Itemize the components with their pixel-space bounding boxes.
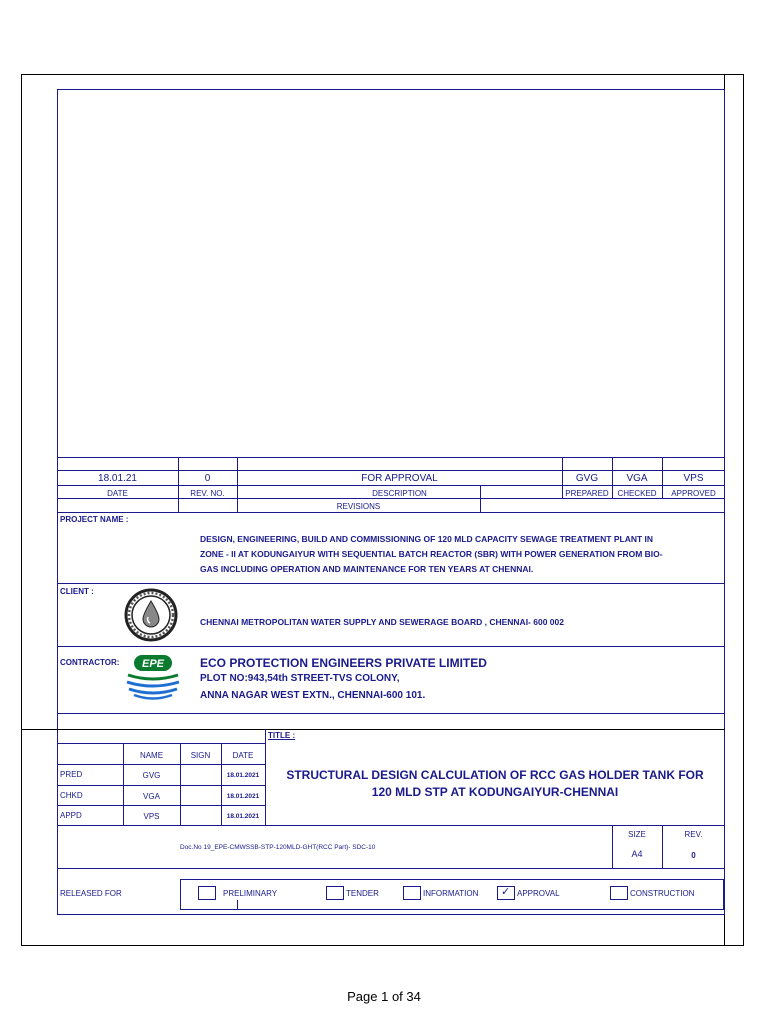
project-line-2: ZONE - II AT KODUNGAIYUR WITH SEQUENTIAL BATCH REACTOR (SBR) WITH POWER GENERATION FROM BIO- (200, 549, 663, 559)
signoff-header-date: DATE (232, 751, 254, 760)
signoff-role-chkd: CHKD (60, 791, 83, 800)
revisions-label: REVISIONS (336, 502, 381, 511)
contractor-name: ECO PROTECTION ENGINEERS PRIVATE LIMITED (200, 656, 487, 670)
signoff-name-appd: VPS (143, 812, 160, 821)
revision-prepared: GVG (575, 473, 599, 484)
construction-checkbox[interactable] (610, 886, 628, 900)
revision-approved: VPS (683, 473, 704, 484)
contractor-address-2: ANNA NAGAR WEST EXTN., CHENNAI-600 101. (200, 690, 426, 701)
header-approved: APPROVED (671, 489, 716, 498)
title-label: TITLE : (268, 731, 296, 740)
client-label: CLIENT : (60, 587, 94, 596)
page-indicator: Page 1 of 34 (347, 989, 421, 1004)
information-label: INFORMATION (423, 889, 479, 898)
signoff-role-appd: APPD (60, 811, 82, 820)
revision-checked: VGA (626, 473, 648, 484)
contractor-label: CONTRACTOR: (60, 658, 120, 667)
preliminary-checkbox[interactable] (198, 886, 216, 900)
signoff-date-chkd: 18.01.2021 (226, 793, 260, 800)
title-block-divider (21, 729, 725, 730)
client-name: CHENNAI METROPOLITAN WATER SUPPLY AND SEWERAGE BOARD , CHENNAI- 600 002 (200, 617, 564, 627)
contractor-address-1: PLOT NO:943,54th STREET-TVS COLONY, (200, 673, 400, 684)
size-label: SIZE (628, 830, 646, 839)
title-line-2: 120 MLD STP AT KODUNGAIYUR-CHENNAI (371, 785, 619, 799)
signoff-date-pred: 18.01.2021 (226, 772, 260, 779)
preliminary-label: PRELIMINARY (223, 889, 278, 898)
header-rev-no: REV. NO. (190, 489, 225, 498)
project-line-1: DESIGN, ENGINEERING, BUILD AND COMMISSIONING OF 120 MLD CAPACITY SEWAGE TREATMENT PLANT IN (200, 534, 654, 544)
revision-description: FOR APPROVAL (361, 473, 438, 484)
header-checked: CHECKED (617, 489, 657, 498)
document-number: Doc.No 19_EPE-CMWSSB-STP-120MLD-GHT(RCC Part)- SDC-10 (180, 844, 376, 851)
signoff-name-chkd: VGA (143, 792, 160, 801)
title-line-1: STRUCTURAL DESIGN CALCULATION OF RCC GAS HOLDER TANK FOR (286, 768, 704, 782)
signoff-date-appd: 18.01.2021 (226, 813, 260, 820)
approval-checkbox[interactable] (497, 886, 515, 900)
project-line-3: GAS INCLUDING OPERATION AND MAINTENANCE FOR TEN YEARS AT CHENNAI. (200, 564, 534, 574)
header-date: DATE (107, 489, 128, 498)
rev-label: REV. (684, 830, 703, 839)
approval-check-mark: ✓ (501, 886, 511, 898)
tender-checkbox[interactable] (326, 886, 344, 900)
signoff-header-sign: SIGN (190, 751, 211, 760)
header-prepared: PREPARED (565, 489, 609, 498)
size-value: A4 (631, 849, 643, 859)
rev-value: 0 (691, 851, 696, 860)
client-seal-logo (124, 587, 178, 643)
tender-label: TENDER (346, 889, 379, 898)
revision-date: 18.01.21 (98, 473, 137, 484)
signoff-name-pred: GVG (142, 771, 161, 780)
project-label: PROJECT NAME : (60, 515, 129, 524)
construction-label: CONSTRUCTION (630, 889, 695, 898)
approval-label: APPROVAL (517, 889, 560, 898)
signoff-role-pred: PRED (60, 770, 83, 779)
released-for-label: RELEASED FOR (60, 889, 122, 898)
signoff-header-name: NAME (139, 751, 164, 760)
header-description: DESCRIPTION (372, 489, 427, 498)
revision-number: 0 (204, 473, 211, 484)
contractor-epe-logo (124, 653, 182, 703)
information-checkbox[interactable] (403, 886, 421, 900)
epe-logo-text: EPE (141, 658, 165, 670)
